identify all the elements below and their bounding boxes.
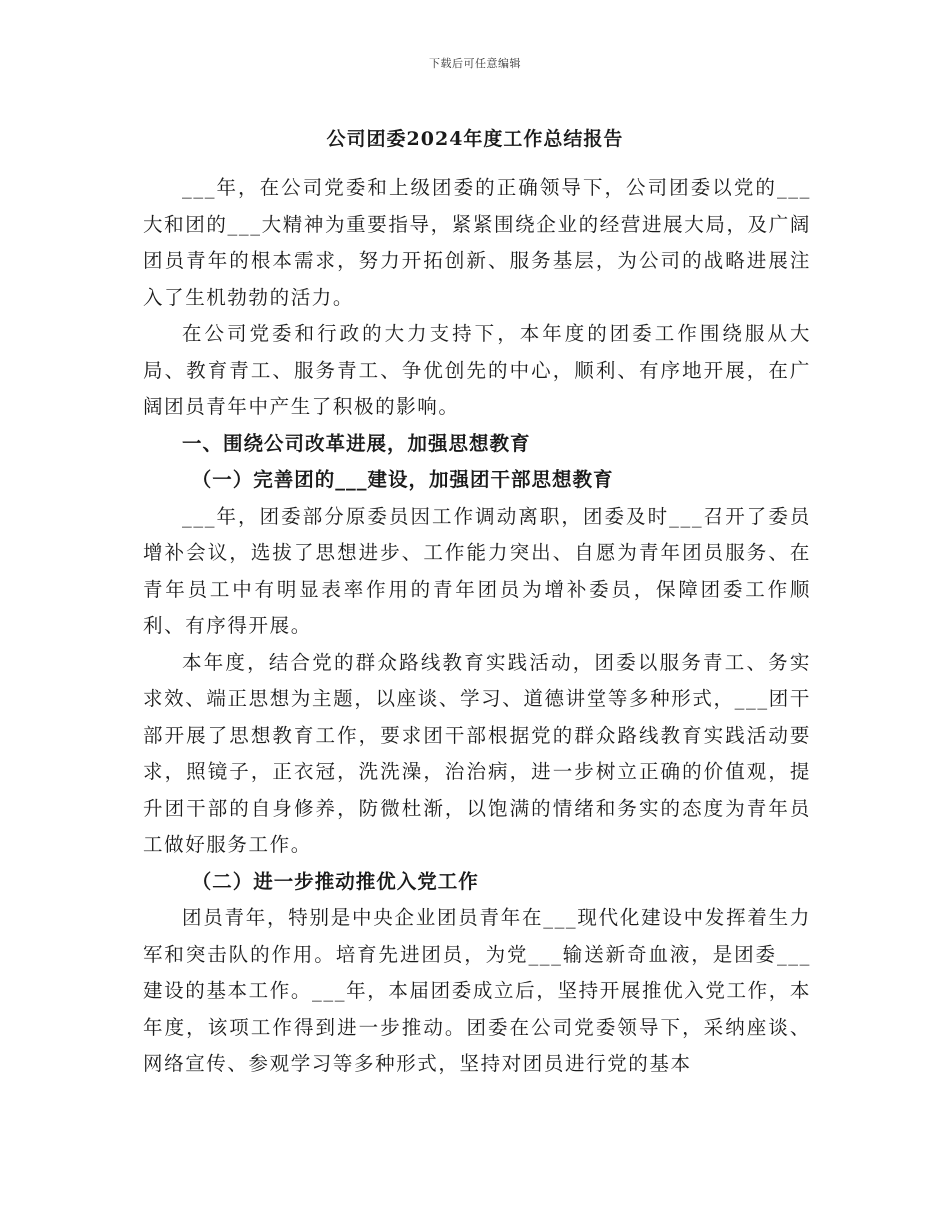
intro-paragraph-1: ___年，在公司党委和上级团委的正确领导下，公司团委以党的___大和团的___大精神为重要指导，紧紧围绕企业的经营进展大局，及广阔团员青年的根本需求，努力开拓创新、服务基层，为公司的战略进展注入了生机勃勃的活力。: [143, 176, 811, 309]
subsection1-paragraph-2: 本年度，结合党的群众路线教育实践活动，团委以服务青工、务实求效、端正思想为主题，以座谈、学习、道德讲堂等多种形式，___团干部开展了思想教育工作，要求团干部根据党的群众路线教育实践活动要求，照镜子，正衣冠，洗洗澡，治治病，进一步树立正确的价值观，提升团干部的自身修养，防微杜渐，以饱满的情绪和务实的态度为青年员工做好服务工作。: [143, 650, 811, 856]
section-heading-1: 一、围绕公司改革进展，加强思想教育: [182, 431, 531, 455]
subsection-heading-2: （二）进一步推动推优入党工作: [191, 869, 479, 893]
document-body: [143, 170, 811, 1083]
subsection2-paragraph-1: 团员青年，特别是中央企业团员青年在___现代化建设中发挥着生力军和突击队的作用。培育先进团员，为党___输送新奇血液，是团委___建设的基本工作。___年，本届团委成立后，坚持开展推优入党工作，本年度，该项工作得到进一步推动。团委在公司党委领导下，采纳座谈、网络宣传、参观学习等多种形式，坚持对团员进行党的基本: [143, 906, 811, 1075]
subsection1-paragraph-1: ___年，团委部分原委员因工作调动离职，团委及时___召开了委员增补会议，选拔了思想进步、工作能力突出、自愿为青年团员服务、在青年员工中有明显表率作用的青年团员为增补委员，保障团委工作顺利、有序得开展。: [143, 504, 811, 637]
subsection-heading-1: （一）完善团的___建设，加强团干部思想教育: [191, 468, 614, 491]
page-header-note: 下载后可任意编辑: [429, 57, 521, 70]
document-title: 公司团委2024年度工作总结报告: [326, 128, 624, 150]
intro-paragraph-2: 在公司党委和行政的大力支持下，本年度的团委工作围绕服从大局、教育青工、服务青工、争优创先的中心，顺利、有序地开展，在广阔团员青年中产生了积极的影响。: [143, 322, 811, 418]
